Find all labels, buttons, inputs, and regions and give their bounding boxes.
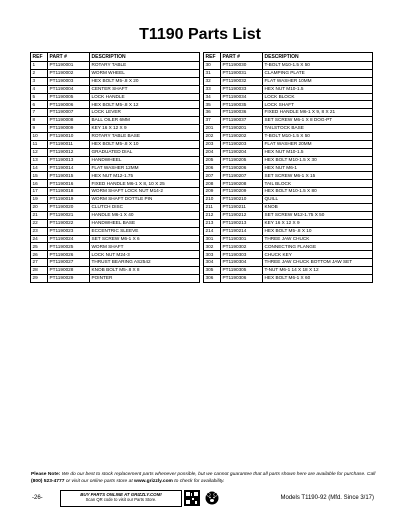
table-row [31, 243, 200, 251]
ref-cell: 13 [31, 156, 48, 164]
ref-cell: 36 [204, 109, 221, 117]
table-row [204, 85, 373, 93]
part-number-cell: PT1190030 [221, 62, 263, 70]
description-cell: FLAT WASHER 20MM [263, 140, 373, 148]
part-number-cell: PT1190204 [221, 148, 263, 156]
part-number-cell: PT1190003 [48, 77, 90, 85]
part-number-cell: PT1190027 [48, 259, 90, 267]
ref-cell: 203 [204, 140, 221, 148]
table-row [204, 101, 373, 109]
description-header: DESCRIPTION [90, 53, 200, 62]
table-row [31, 62, 200, 70]
description-cell: ROTARY TABLE [90, 62, 200, 70]
table-row [204, 148, 373, 156]
ref-cell: 1 [31, 62, 48, 70]
description-cell: T-BOLT M10-1.5 X 50 [263, 62, 373, 70]
part-number-cell: PT1190206 [221, 164, 263, 172]
ref-cell: 301 [204, 235, 221, 243]
description-cell: LOCK LEVER [90, 109, 200, 117]
ref-cell: 29 [31, 275, 48, 283]
availability-note [31, 471, 376, 485]
qr-code-icon[interactable] [184, 490, 200, 506]
ref-cell: 37 [204, 117, 221, 125]
part-number-header: PART # [221, 53, 263, 62]
ref-cell: 208 [204, 180, 221, 188]
table-row [31, 204, 200, 212]
note-url[interactable]: www.grizzly.com [134, 479, 173, 484]
description-cell: HEX BOLT M10-1.5 X 80 [263, 188, 373, 196]
description-cell: HEX NUT M12-1.75 [90, 172, 200, 180]
ref-cell: 26 [31, 251, 48, 259]
table-row [204, 172, 373, 180]
note-text-3: to check for availability. [174, 479, 225, 484]
ref-cell: 35 [204, 101, 221, 109]
part-number-cell: PT1190008 [48, 117, 90, 125]
part-number-header: PART # [48, 53, 90, 62]
note-text: We do our best to stock replacement parts whenever possible, but we cannot guarantee that all parts shown here are available for purchase. Call [61, 472, 376, 477]
part-number-cell: PT1190303 [221, 251, 263, 259]
ref-cell: 201 [204, 125, 221, 133]
part-number-cell: PT1190032 [221, 77, 263, 85]
ref-cell: 212 [204, 211, 221, 219]
ref-cell: 202 [204, 133, 221, 141]
description-cell: HEX NUT M10-1.5 [263, 85, 373, 93]
description-cell: WORM SHAFT LOCK NUT M14-2 [90, 188, 200, 196]
table-row [31, 164, 200, 172]
part-number-cell: PT1190024 [48, 235, 90, 243]
description-cell: HEX BOLT M5-.8 X 20 [90, 77, 200, 85]
table-row [204, 243, 373, 251]
ref-cell: 7 [31, 109, 48, 117]
table-row [31, 109, 200, 117]
ref-cell: 210 [204, 196, 221, 204]
parts-table-left [30, 52, 200, 283]
table-row [31, 125, 200, 133]
table-row [31, 227, 200, 235]
part-number-cell: PT1190208 [221, 180, 263, 188]
description-cell: WORM SHAFT [90, 243, 200, 251]
parts-table-right [203, 52, 373, 283]
part-number-cell: PT1190004 [48, 85, 90, 93]
table-row [31, 117, 200, 125]
part-number-cell: PT1190207 [221, 172, 263, 180]
description-cell: THRUST BEARING AS2542 [90, 259, 200, 267]
table-row [204, 259, 373, 267]
note-text-2: or visit our online parts store at [65, 479, 133, 484]
part-number-cell: PT1190037 [221, 117, 263, 125]
parts-table-right-body [204, 62, 373, 283]
ref-cell: 302 [204, 243, 221, 251]
ref-cell: 31 [204, 69, 221, 77]
part-number-cell: PT1190302 [221, 243, 263, 251]
part-number-cell: PT1190014 [48, 164, 90, 172]
promo-heading: BUY PARTS ONLINE AT GRIZZLY.COM! [80, 492, 162, 497]
ref-cell: 15 [31, 172, 48, 180]
description-cell: FLAT WASHER 12MM [90, 164, 200, 172]
table-row [204, 125, 373, 133]
description-cell: SET SCREW M6-1 X 6 [90, 235, 200, 243]
part-number-cell: PT1190033 [221, 85, 263, 93]
description-cell: LOCK BLOCK [263, 93, 373, 101]
description-cell: FIXED HANDLE M6-1 X 8, 10 X 25 [90, 180, 200, 188]
ref-cell: 33 [204, 85, 221, 93]
ref-cell: 25 [31, 243, 48, 251]
description-cell: HEX BOLT M5-.8 X 12 [90, 101, 200, 109]
ref-cell: 303 [204, 251, 221, 259]
description-cell: WORM WHEEL [90, 69, 200, 77]
part-number-cell: PT1190025 [48, 243, 90, 251]
ref-cell: 14 [31, 164, 48, 172]
description-cell: CLAMPING PLATE [263, 69, 373, 77]
description-cell: ECCENTRIC SLEEVE [90, 227, 200, 235]
table-row [31, 85, 200, 93]
table-row [31, 133, 200, 141]
table-row [204, 117, 373, 125]
table-row [31, 140, 200, 148]
table-row [204, 204, 373, 212]
table-row [204, 93, 373, 101]
ref-cell: 24 [31, 235, 48, 243]
table-row [204, 227, 373, 235]
ref-cell: 305 [204, 267, 221, 275]
table-row [204, 196, 373, 204]
table-row [204, 62, 373, 70]
part-number-cell: PT1190301 [221, 235, 263, 243]
table-row [204, 211, 373, 219]
description-cell: HEX BOLT M5-.8 X 10 [90, 140, 200, 148]
ref-cell: 28 [31, 267, 48, 275]
description-cell: SET SCREW M12-1.75 X 50 [263, 211, 373, 219]
ref-cell: 5 [31, 93, 48, 101]
ref-cell: 2 [31, 69, 48, 77]
ref-cell: 207 [204, 172, 221, 180]
description-cell: HANDWHEEL BASE [90, 219, 200, 227]
part-number-cell: PT1190021 [48, 211, 90, 219]
note-phone: (800) 523-4777 [31, 479, 65, 484]
part-number-cell: PT1190022 [48, 219, 90, 227]
part-number-cell: PT1190007 [48, 109, 90, 117]
part-number-cell: PT1190011 [48, 140, 90, 148]
ref-cell: 19 [31, 196, 48, 204]
part-number-cell: PT1190305 [221, 267, 263, 275]
part-number-cell: PT1190304 [221, 259, 263, 267]
part-number-cell: PT1190005 [48, 93, 90, 101]
part-number-cell: PT1190009 [48, 125, 90, 133]
description-cell: TAILSTOCK BASE [263, 125, 373, 133]
description-cell: KEY 16 X 12 X 9 [90, 125, 200, 133]
part-number-cell: PT1190036 [221, 109, 263, 117]
table-row [204, 164, 373, 172]
ref-cell: 205 [204, 156, 221, 164]
table-row [31, 259, 200, 267]
part-number-cell: PT1190029 [48, 275, 90, 283]
part-number-cell: PT1190006 [48, 101, 90, 109]
description-cell: T-NUT M6-1 14 X 18 X 12 [263, 267, 373, 275]
description-cell: QUILL [263, 196, 373, 204]
table-header-row [31, 53, 200, 62]
ref-cell: 6 [31, 101, 48, 109]
ref-cell: 27 [31, 259, 48, 267]
description-cell: HEX BOLT M5-.8 X 10 [263, 227, 373, 235]
table-row [204, 180, 373, 188]
part-number-cell: PT1190010 [48, 133, 90, 141]
description-cell: TAIL BLOCK [263, 180, 373, 188]
ref-cell: 20 [31, 204, 48, 212]
description-cell: HANDWHEEL [90, 156, 200, 164]
description-cell: ROTARY TABLE BASE [90, 133, 200, 141]
description-cell: SET SCREW M6-1 X 15 [263, 172, 373, 180]
ref-cell: 211 [204, 204, 221, 212]
description-cell: HANDLE M6-1 X 40 [90, 211, 200, 219]
ref-cell: 4 [31, 85, 48, 93]
table-row [31, 219, 200, 227]
part-number-cell: PT1190002 [48, 69, 90, 77]
table-row [31, 101, 200, 109]
part-number-cell: PT1190211 [221, 204, 263, 212]
table-row [204, 267, 373, 275]
table-row [31, 235, 200, 243]
table-row [31, 69, 200, 77]
table-row [204, 77, 373, 85]
table-row [31, 156, 200, 164]
part-number-cell: PT1190205 [221, 156, 263, 164]
ref-cell: 30 [204, 62, 221, 70]
description-cell: CONNECTING FLANGE [263, 243, 373, 251]
part-number-cell: PT1190210 [221, 196, 263, 204]
description-cell: LOCK SHAFT [263, 101, 373, 109]
description-cell: LOCK HANDLE [90, 93, 200, 101]
ref-cell: 17 [31, 188, 48, 196]
description-cell: HEX NUT M6-1 [263, 164, 373, 172]
description-cell: HEX BOLT M10-1.5 X 30 [263, 156, 373, 164]
table-row [31, 180, 200, 188]
part-number-cell: PT1190020 [48, 204, 90, 212]
table-row [31, 251, 200, 259]
description-cell: BALL OILER 6MM [90, 117, 200, 125]
table-row [204, 219, 373, 227]
part-number-cell: PT1190212 [221, 211, 263, 219]
part-number-cell: PT1190023 [48, 227, 90, 235]
ref-header: REF [204, 53, 221, 62]
part-number-cell: PT1190202 [221, 133, 263, 141]
description-cell: THREE JAW CHUCK [263, 235, 373, 243]
ref-header: REF [31, 53, 48, 62]
page-title: T1190 Parts List [139, 26, 261, 43]
ref-cell: 304 [204, 259, 221, 267]
table-row [31, 188, 200, 196]
page-number: -26- [32, 495, 43, 501]
part-number-cell: PT1190013 [48, 156, 90, 164]
part-number-cell: PT1190026 [48, 251, 90, 259]
ref-cell: 22 [31, 219, 48, 227]
description-cell: HEX BOLT M6-1 X 60 [263, 275, 373, 283]
ref-cell: 34 [204, 93, 221, 101]
table-row [204, 156, 373, 164]
table-row [31, 77, 200, 85]
ref-cell: 21 [31, 211, 48, 219]
ref-cell: 204 [204, 148, 221, 156]
description-cell: SET SCREW M6-1 X 8 DOG-PT [263, 117, 373, 125]
parts-table-left-body [31, 62, 200, 283]
description-cell: POINTER [90, 275, 200, 283]
table-row [31, 211, 200, 219]
table-row [204, 140, 373, 148]
table-row [204, 69, 373, 77]
part-number-cell: PT1190209 [221, 188, 263, 196]
table-row [204, 133, 373, 141]
ref-cell: 10 [31, 133, 48, 141]
ref-cell: 16 [31, 180, 48, 188]
promo-subtext: Scan QR code to visit our Parts Store. [85, 497, 157, 503]
note-label: Please Note: [31, 472, 61, 477]
page-footer [0, 490, 400, 510]
part-number-cell: PT1190016 [48, 180, 90, 188]
part-number-cell: PT1190306 [221, 275, 263, 283]
part-number-cell: PT1190001 [48, 62, 90, 70]
table-header-row [204, 53, 373, 62]
ref-cell: 8 [31, 117, 48, 125]
description-cell: CLUTCH DISC [90, 204, 200, 212]
ref-cell: 213 [204, 219, 221, 227]
part-number-cell: PT1190012 [48, 148, 90, 156]
part-number-cell: PT1190034 [221, 93, 263, 101]
ref-cell: 3 [31, 77, 48, 85]
ref-cell: 206 [204, 164, 221, 172]
description-cell: THREE JAW CHUCK BOTTOM JAW SET [263, 259, 373, 267]
description-cell: HEX NUT M10-1.5 [263, 148, 373, 156]
part-number-cell: PT1190018 [48, 188, 90, 196]
description-cell: WORM SHAFT DOTTLE PIN [90, 196, 200, 204]
table-row [31, 93, 200, 101]
part-number-cell: PT1190035 [221, 101, 263, 109]
ref-cell: 209 [204, 188, 221, 196]
table-row [204, 251, 373, 259]
description-cell: KNOB [263, 204, 373, 212]
part-number-cell: PT1190031 [221, 69, 263, 77]
description-cell: KEY 16 X 12 X 9 [263, 219, 373, 227]
ref-cell: 306 [204, 275, 221, 283]
table-row [204, 109, 373, 117]
table-row [31, 196, 200, 204]
grizzly-bear-logo-icon [205, 491, 219, 505]
ref-cell: 214 [204, 227, 221, 235]
table-row [31, 275, 200, 283]
ref-cell: 23 [31, 227, 48, 235]
ref-cell: 12 [31, 148, 48, 156]
ref-cell: 11 [31, 140, 48, 148]
part-number-cell: PT1190028 [48, 267, 90, 275]
model-info: Models T1190-92 (Mfd. Since 3/17) [280, 495, 374, 501]
ref-cell: 9 [31, 125, 48, 133]
description-cell: T-BOLT M10-1.5 X 50 [263, 133, 373, 141]
part-number-cell: PT1190015 [48, 172, 90, 180]
description-cell: CENTER SHAFT [90, 85, 200, 93]
table-row [31, 172, 200, 180]
description-header: DESCRIPTION [263, 53, 373, 62]
table-row [31, 148, 200, 156]
description-cell: GRADUATED DIAL [90, 148, 200, 156]
part-number-cell: PT1190019 [48, 196, 90, 204]
description-cell: FIXED HANDLE M6-1 X 9, 8 X 21 [263, 109, 373, 117]
part-number-cell: PT1190214 [221, 227, 263, 235]
table-row [204, 188, 373, 196]
ref-cell: 32 [204, 77, 221, 85]
part-number-cell: PT1190201 [221, 125, 263, 133]
table-row [31, 267, 200, 275]
description-cell: LOCK NUT M24-3 [90, 251, 200, 259]
description-cell: FLAT WASHER 10MM [263, 77, 373, 85]
description-cell: KNOB BOLT M5-.8 X 8 [90, 267, 200, 275]
parts-store-promo [60, 490, 182, 507]
table-row [204, 275, 373, 283]
part-number-cell: PT1190213 [221, 219, 263, 227]
table-row [204, 235, 373, 243]
description-cell: CHUCK KEY [263, 251, 373, 259]
part-number-cell: PT1190203 [221, 140, 263, 148]
